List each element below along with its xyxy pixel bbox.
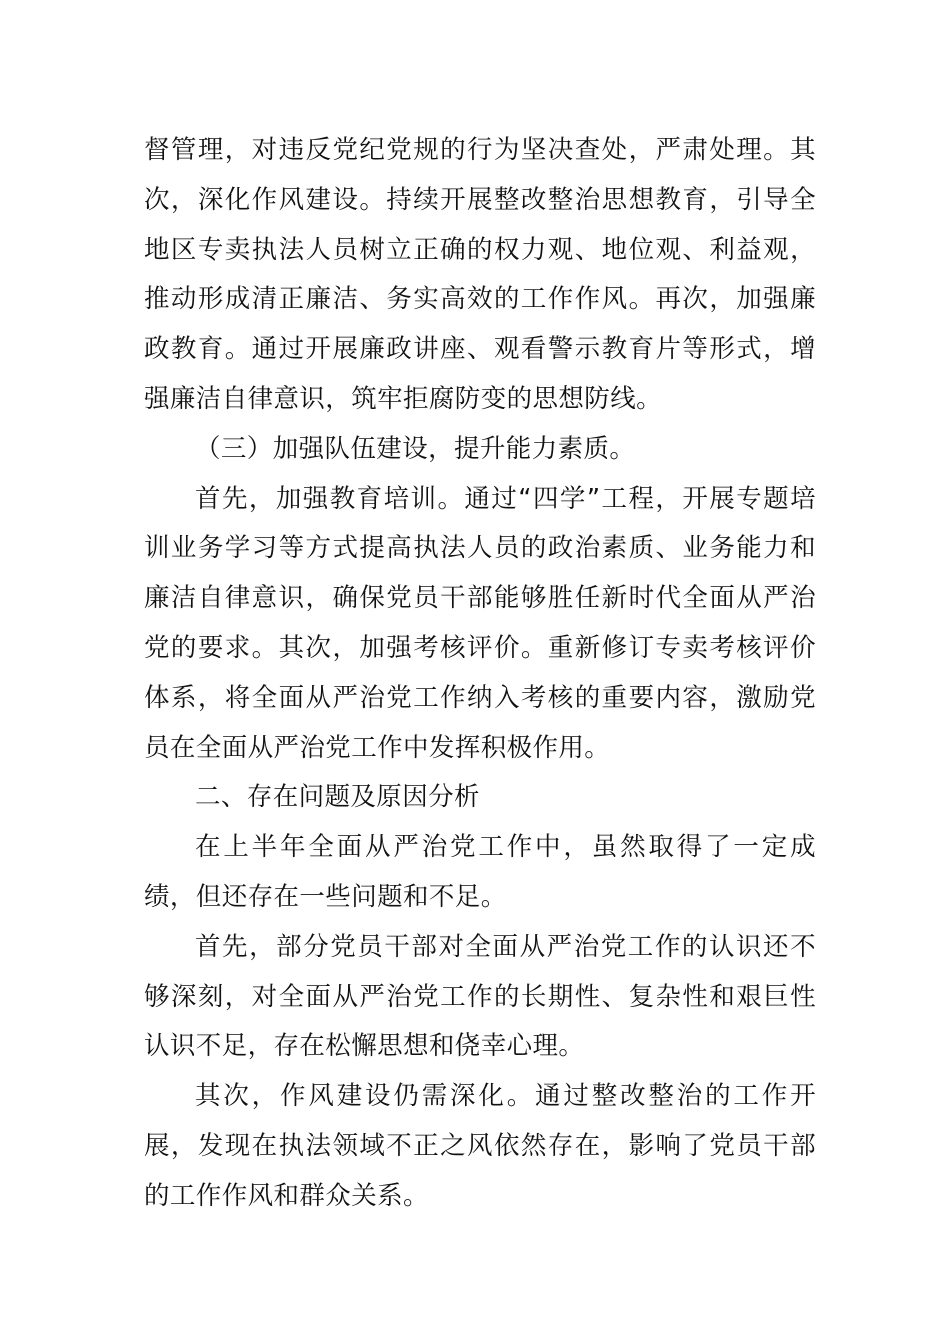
paragraph-training: 首先，加强教育培训。通过“四学”工程，开展专题培训业务学习等方式提高执法人员的政治素质、业务能力和廉洁自律意识，确保党员干部能够胜任新时代全面从严治党的要求。其次，加强考核评价。重新修订专卖考核评价体系，将全面从严治党工作纳入考核的重要内容，激励党员在全面从严治党工作中发挥积极作用。 — [144, 483, 816, 763]
paragraph-problem-style: 其次，作风建设仍需深化。通过整改整治的工作开展，发现在执法领域不正之风依然存在，影响了党员干部的工作作风和群众关系。 — [144, 1081, 816, 1211]
paragraph-continued: 督管理，对违反党纪党规的行为坚决查处，严肃处理。其次，深化作风建设。持续开展整改整治思想教育，引导全地区专卖执法人员树立正确的权力观、地位观、利益观，推动形成清正廉洁、务实高效的工作作风。再次，加强廉政教育。通过开展廉政讲座、观看警示教育片等形式，增强廉洁自律意识，筑牢拒腐防变的思想防线。 — [144, 135, 816, 414]
paragraph-problem-awareness: 首先，部分党员干部对全面从严治党工作的认识还不够深刻，对全面从严治党工作的长期性、复杂性和艰巨性认识不足，存在松懈思想和侥幸心理。 — [144, 931, 816, 1062]
section-heading-problems: 二、存在问题及原因分析 — [195, 782, 480, 813]
section-heading-team-building: （三）加强队伍建设，提升能力素质。 — [195, 433, 636, 464]
document-body — [144, 126, 816, 1222]
paragraph-problems-intro: 在上半年全面从严治党工作中，虽然取得了一定成绩，但还存在一些问题和不足。 — [144, 832, 816, 912]
